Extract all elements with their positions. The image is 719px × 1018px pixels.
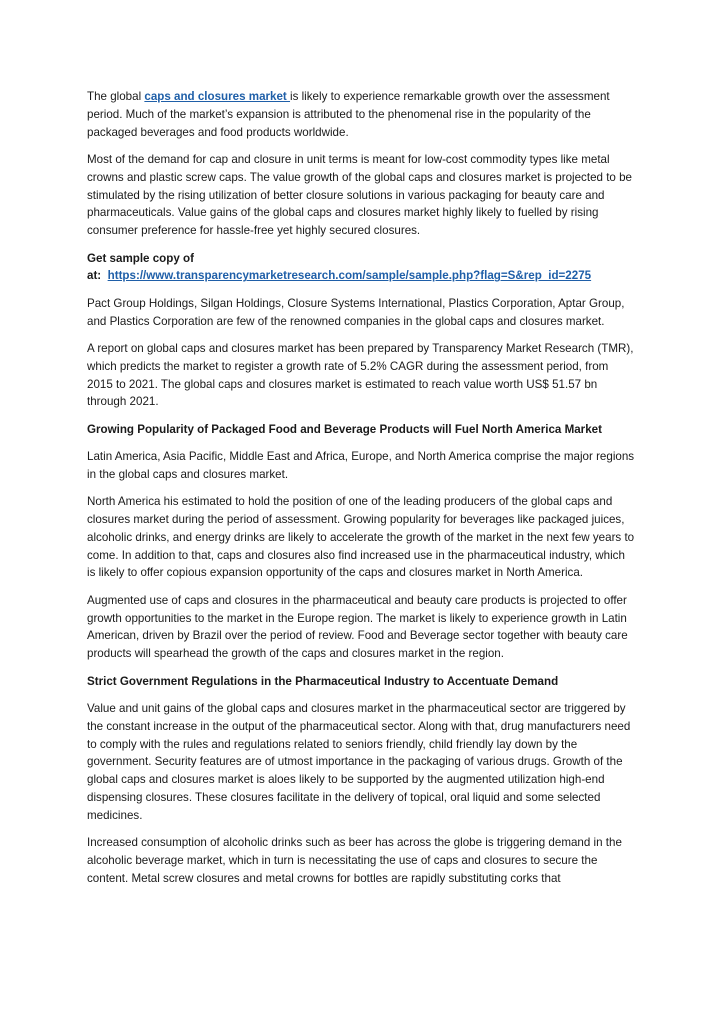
sample-copy-link[interactable]: https://www.transparencymarketresearch.com/sample/sample.php?flag=S&rep_id=2275 — [107, 269, 592, 283]
europe-paragraph: Augmented use of caps and closures in the pharmaceutical and beauty care products is projected to offer growth opportunities to the market in the Europe region. The market is likely to experience growth in Latin American, driven by Brazil over the period of review. Food and Beverage sector together with beauty care products will spearhead the growth of the caps and closures market in the region. — [87, 593, 628, 661]
intro-text-after: is likely to experience remarkable growth over the assessment period. Much of the market’s expansion is attributed to the phenomenal rise in the popularity of the packaged beverages and food products worldwide. — [87, 90, 610, 139]
demand-paragraph: Most of the demand for cap and closure in unit terms is meant for low-cost commodity types like metal crowns and plastic screw caps. The value growth of the global caps and closures market is projected to be stimulated by the rising utilization of better closure solutions in various packaging for beauty care and pharmaceuticals. Value gains of the global caps and closures market highly likely to fuelled by rising consumer preference for hassle-free yet highly secured closures. — [87, 152, 632, 238]
sample-copy-at-label: at: — [87, 269, 102, 283]
caps-closures-market-link[interactable]: caps and closures market — [144, 90, 291, 103]
sample-copy-block — [87, 250, 635, 286]
regulations-heading: Strict Government Regulations in the Pharmaceutical Industry to Accentuate Demand — [87, 674, 559, 688]
intro-text-before: The global — [87, 90, 145, 103]
north-america-paragraph: North America his estimated to hold the position of one of the leading producers of the global caps and closures market during the period of assessment. Growing popularity for beverages like packaged juices, alcoholic drinks, and energy drinks are likely to accelerate the growth of the market in the next few years to come. In addition to that, caps and closures also find increased use in the pharmaceutical industry, which is likely to offer copious expansion opportunity of the caps and closures market in North America. — [87, 495, 635, 580]
sample-copy-label: Get sample copy of — [87, 251, 194, 265]
north-america-heading: Growing Popularity of Packaged Food and Beverage Products will Fuel North America Market — [87, 422, 602, 436]
report-paragraph: A report on global caps and closures market has been prepared by Transparency Market Research (TMR), which predicts the market to register a growth rate of 5.2% CAGR during the assessment period, from 2015 to 2021. The global caps and closures market is estimated to reach value worth US$ 51.57 bn through 2021. — [87, 341, 634, 409]
pharmaceutical-paragraph: Value and unit gains of the global caps and closures market in the pharmaceutical sector are triggered by the constant increase in the output of the pharmaceutical sector. Along with that, drug manufacturers need to comply with the rules and regulations related to seniors friendly, child friendly lay down by the government. Security features are of utmost importance in the packaging of various drugs. Growth of the global caps and closures market is aloes likely to be supported by the augmented utilization high-end dispensing closures. These closures facilitate in the delivery of topical, oral liquid and some selected medicines. — [87, 702, 631, 822]
alcoholic-drinks-paragraph: Increased consumption of alcoholic drinks such as beer has across the globe is triggering demand in the alcoholic beverage market, which in turn is necessitating the use of caps and closures to secure the content. Metal screw closures and metal crowns for bottles are rapidly substituting corks that — [87, 836, 622, 885]
companies-paragraph: Pact Group Holdings, Silgan Holdings, Closure Systems International, Plastics Corporation, Aptar Group, and Plastics Corporation are few of the renowned companies in the global caps and closures market. — [87, 296, 625, 328]
regions-paragraph: Latin America, Asia Pacific, Middle East and Africa, Europe, and North America comprise the major regions in the global caps and closures market. — [87, 450, 635, 481]
intro-paragraph — [87, 88, 635, 141]
